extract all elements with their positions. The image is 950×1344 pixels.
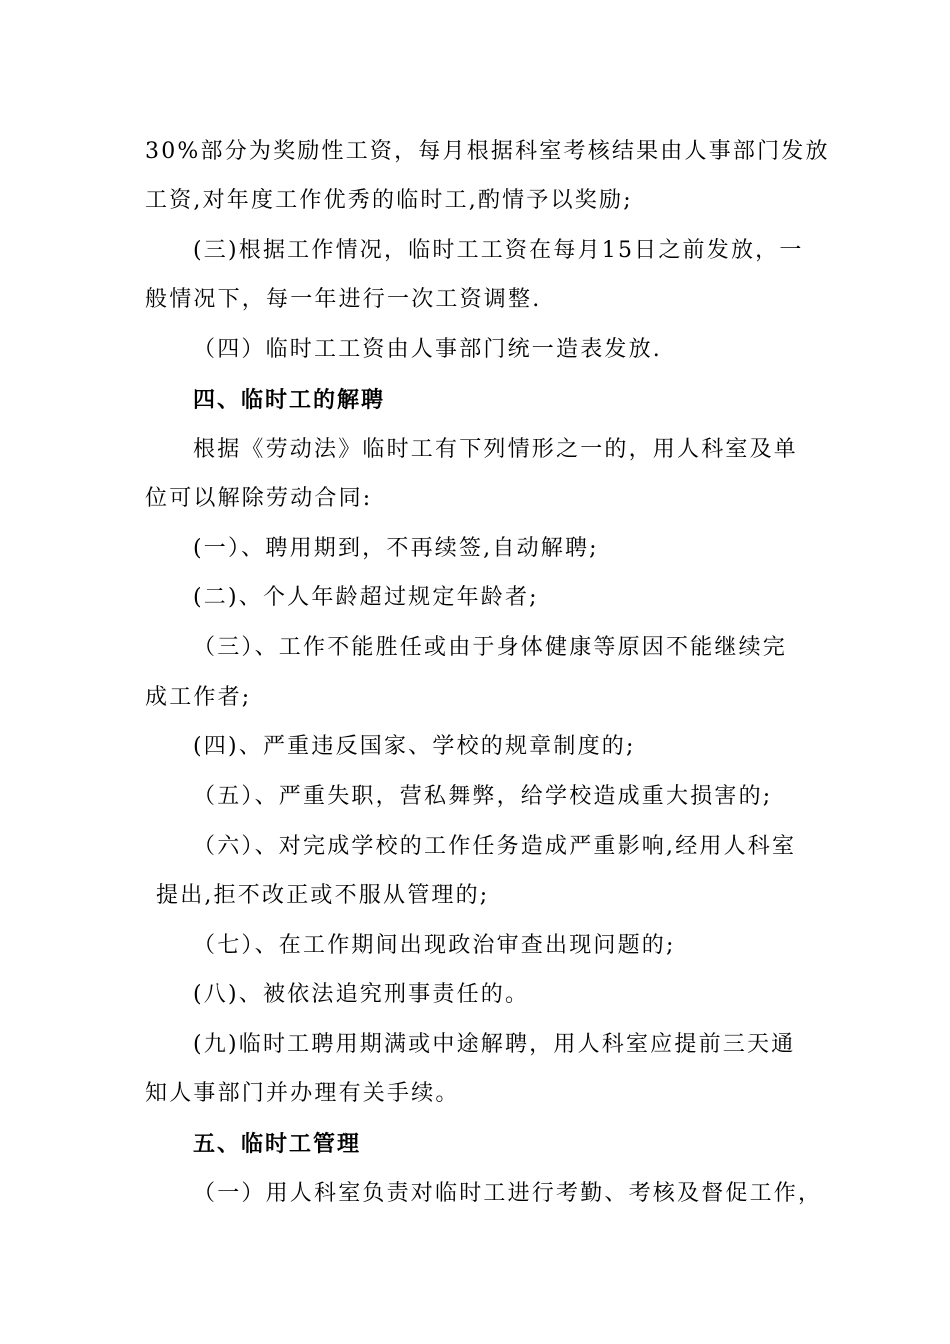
body-line: 30%部分为奖励性工资，每月根据科室考核结果由人事部门发放 xyxy=(145,139,830,164)
list-item: （七）、在工作期间出现政治审查出现问题的; xyxy=(193,933,676,958)
body-line: 工资,对年度工作优秀的临时工,酌情予以奖励; xyxy=(145,188,633,213)
body-line: 提出,拒不改正或不服从管理的; xyxy=(156,883,490,908)
list-item: （三）、工作不能胜任或由于身体健康等原因不能继续完 xyxy=(193,635,788,660)
list-item: (二)、个人年龄超过规定年龄者; xyxy=(193,585,539,610)
section-heading: 五、临时工管理 xyxy=(193,1131,362,1157)
list-item: (四)、严重违反国家、学校的规章制度的; xyxy=(193,734,636,759)
list-item: (九)临时工聘用期满或中途解聘，用人科室应提前三天通 xyxy=(193,1032,796,1057)
section-heading: 四、临时工的解聘 xyxy=(193,387,386,413)
list-item: (一）、聘用期到，不再续签,自动解聘; xyxy=(193,536,599,561)
list-item: （五）、严重失职，营私舞弊，给学校造成重大损害的; xyxy=(193,784,773,809)
body-line: (三)根据工作情况，临时工工资在每月15日之前发放，一 xyxy=(193,238,804,263)
list-item: （一）用人科室负责对临时工进行考勤、考核及督促工作， xyxy=(193,1181,823,1206)
body-line: 位可以解除劳动合同: xyxy=(145,486,373,511)
body-line: 般情况下，每一年进行一次工资调整. xyxy=(145,287,542,312)
body-line: 成工作者; xyxy=(145,685,252,710)
body-line: 知人事部门并办理有关手续。 xyxy=(145,1081,460,1106)
body-line: 根据《劳动法》临时工有下列情形之一的，用人科室及单 xyxy=(193,437,799,462)
list-item: (八)、被依法追究刑事责任的。 xyxy=(193,982,530,1007)
list-item: （六）、对完成学校的工作任务造成严重影响,经用人科室 xyxy=(193,834,797,859)
body-line: （四）临时工工资由人事部门统一造表发放. xyxy=(193,337,662,362)
